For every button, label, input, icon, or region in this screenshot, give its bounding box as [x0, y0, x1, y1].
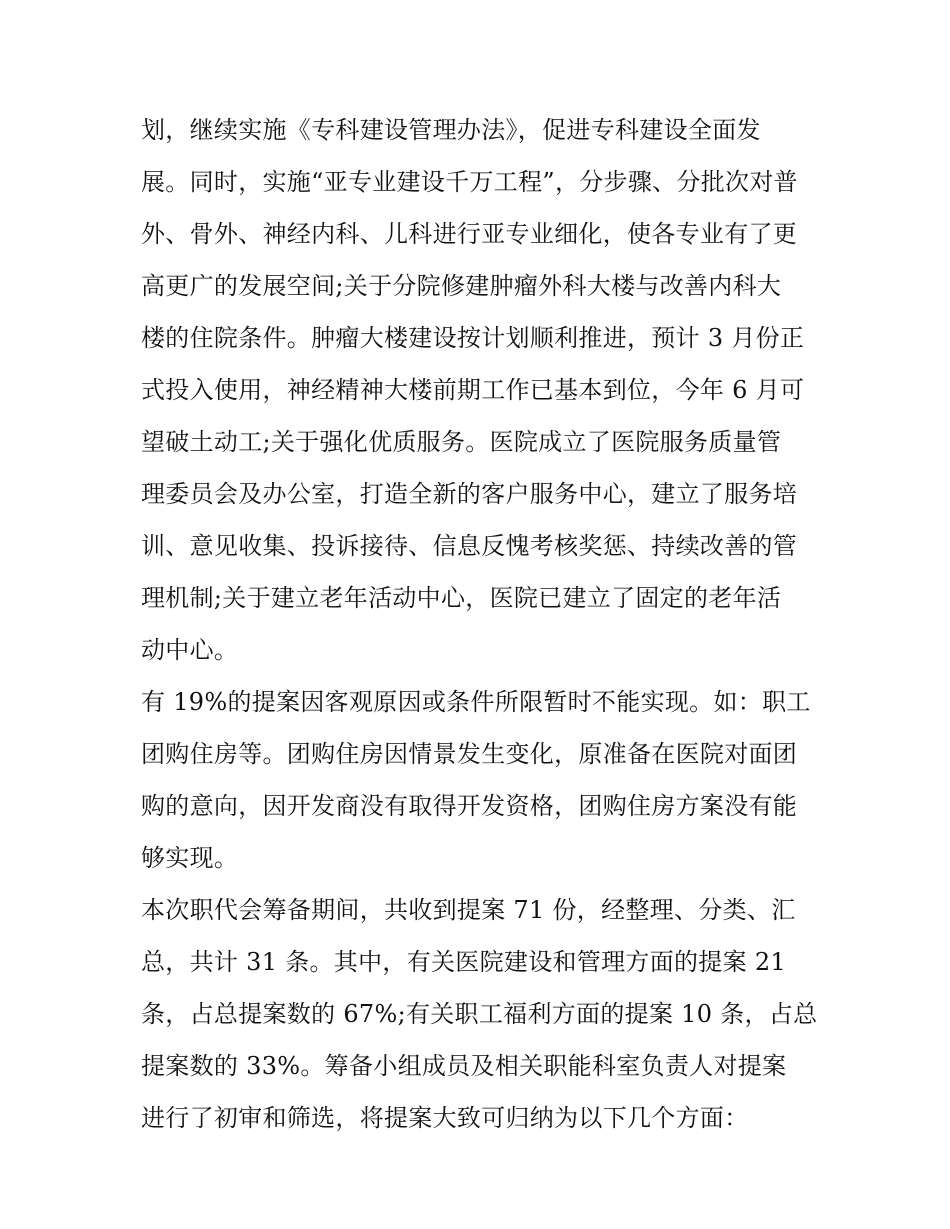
text-line: 条，占总提案数的 67%;有关职工福利方面的提案 10 条，占总 — [141, 1000, 818, 1028]
text-line: 望破土动工;关于强化优质服务。医院成立了医院服务质量管 — [141, 428, 782, 456]
text-line: 高更广的发展空间;关于分院修建肿瘤外科大楼与改善内科大 — [141, 272, 782, 300]
text-line: 理委员会及办公室，打造全新的客户服务中心，建立了服务培 — [141, 480, 798, 508]
paragraph-3 — [141, 884, 831, 1144]
text-line: 本次职代会筹备期间，共收到提案 71 份，经整理、分类、汇 — [141, 896, 796, 924]
paragraph-2 — [141, 676, 831, 884]
text-line: 展。同时，实施“亚专业建设千万工程”，分步骤、分批次对普 — [141, 168, 798, 196]
text-line: 进行了初审和筛选，将提案大致可归纳为以下几个方面： — [141, 1104, 749, 1132]
text-line: 训、意见收集、投诉接待、信息反愧考核奖惩、持续改善的管 — [141, 532, 798, 560]
paragraph-1 — [141, 104, 831, 676]
text-line: 总，共计 31 条。其中，有关医院建设和管理方面的提案 21 — [141, 948, 786, 976]
text-line: 动中心。 — [141, 636, 239, 664]
text-line: 外、骨外、神经内科、儿科进行亚专业细化，使各专业有了更 — [141, 220, 798, 248]
text-line: 提案数的 33%。筹备小组成员及相关职能科室负责人对提案 — [141, 1052, 787, 1080]
text-line: 有 19%的提案因客观原因或条件所限暂时不能实现。如：职工 — [141, 688, 811, 716]
text-line: 够实现。 — [141, 844, 239, 872]
text-line: 楼的住院条件。肿瘤大楼建设按计划顺利推进，预计 3 月份正 — [141, 324, 805, 352]
text-line: 式投入使用，神经精神大楼前期工作已基本到位，今年 6 月可 — [141, 376, 805, 404]
text-line: 划，继续实施《专科建设管理办法》，促进专科建设全面发 — [141, 116, 761, 144]
text-line: 理机制;关于建立老年活动中心，医院已建立了固定的老年活 — [141, 584, 782, 612]
document-body — [141, 104, 831, 1144]
text-line: 团购住房等。团购住房因情景发生变化，原准备在医院对面团 — [141, 740, 798, 768]
text-line: 购的意向，因开发商没有取得开发资格，团购住房方案没有能 — [141, 792, 798, 820]
